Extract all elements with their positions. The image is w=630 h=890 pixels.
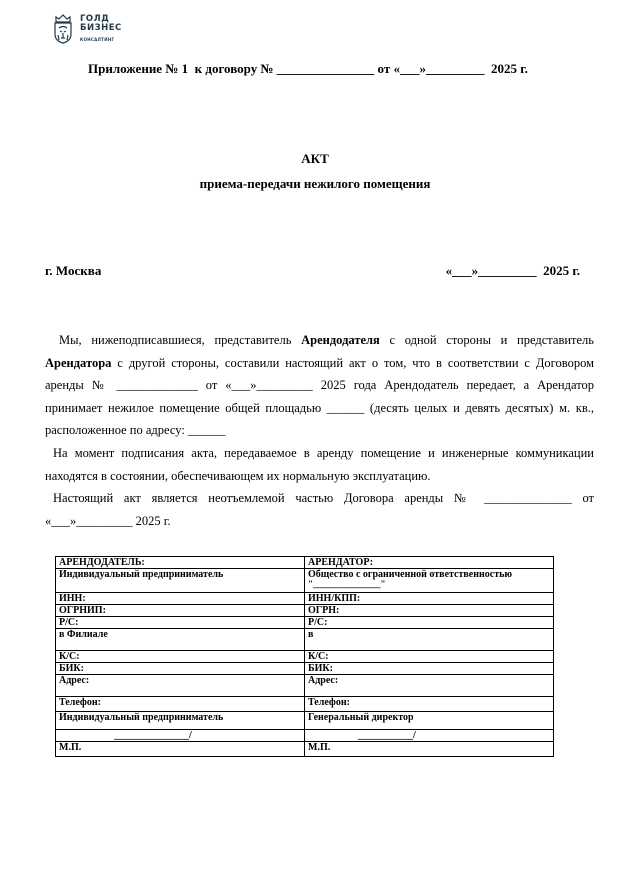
- appendix-heading: Приложение № 1 к договору № _______________ от «___»_________ 2025 г.: [88, 61, 528, 76]
- tenant-position: Генеральный директор: [305, 712, 554, 730]
- table-row: [56, 675, 554, 697]
- landlord-entity: Индивидуальный предприниматель: [56, 569, 305, 593]
- tenant-address: Адрес:: [305, 675, 554, 697]
- tenant-bik: БИК:: [305, 663, 554, 675]
- landlord-corr-account: К/С:: [56, 651, 305, 663]
- landlord-account: Р/С:: [56, 617, 305, 629]
- landlord-inn: ИНН:: [56, 593, 305, 605]
- landlord-address: Адрес:: [56, 675, 305, 697]
- logo-name-line2: БИЗНЕС: [80, 22, 122, 33]
- table-row: [56, 629, 554, 651]
- tenant-heading: АРЕНДАТОР:: [305, 557, 554, 569]
- tenant-signature-line: ___________/: [305, 730, 554, 742]
- requisites-table: [55, 556, 554, 757]
- table-row: [56, 593, 554, 605]
- tenant-corr-account: К/С:: [305, 651, 554, 663]
- logo-name-line1: ГОЛД: [80, 13, 110, 24]
- document-subtitle: приема-передачи нежилого помещения: [199, 176, 431, 191]
- paragraph-parties: [45, 329, 594, 442]
- p1-start: Мы, нижеподписавшиеся, представитель: [59, 333, 302, 347]
- table-row: [56, 605, 554, 617]
- table-row: [56, 742, 554, 757]
- p1-mid: с одной стороны и представитель: [379, 333, 594, 347]
- logo-subtitle: КОНСАЛТИНГ: [80, 36, 115, 42]
- table-row: [56, 569, 554, 593]
- table-row: [56, 712, 554, 730]
- document-date: «___»_________ 2025 г.: [445, 263, 580, 278]
- table-row: [56, 663, 554, 675]
- landlord-stamp: М.П.: [56, 742, 305, 757]
- tenant-stamp: М.П.: [305, 742, 554, 757]
- landlord-ogrn: ОГРНИП:: [56, 605, 305, 617]
- landlord-bik: БИК:: [56, 663, 305, 675]
- table-row: [56, 697, 554, 712]
- tenant-account: Р/С:: [305, 617, 554, 629]
- landlord-signature-line: _______________/: [56, 730, 305, 742]
- tenant-term: Арендатора: [45, 355, 112, 370]
- table-row: [56, 617, 554, 629]
- tenant-inn: ИНН/КПП:: [305, 593, 554, 605]
- landlord-branch: в Филиале: [56, 629, 305, 651]
- table-row: [56, 557, 554, 569]
- table-row: [56, 730, 554, 742]
- tenant-entity-cell: [305, 569, 554, 593]
- city: г. Москва: [45, 263, 102, 278]
- p1-end: с другой стороны, составили настоящий акт о том, что в соответствии с Договором аренды № _____________ от «___»_________ 2025 года Арендодатель передает, а Арендатор принимает нежилое помещение общей площадью ______ (десять целых и девять десятых) м. кв., расположенное по адресу: ______: [45, 355, 594, 438]
- landlord-heading: АРЕНДОДАТЕЛЬ:: [56, 557, 305, 569]
- tenant-phone: Телефон:: [305, 697, 554, 712]
- lion-crown-icon: [52, 14, 74, 44]
- landlord-phone: Телефон:: [56, 697, 305, 712]
- tenant-entity: Общество с ограниченной ответственностью: [308, 569, 513, 580]
- document-title: АКТ: [301, 151, 329, 166]
- table-row: [56, 651, 554, 663]
- tenant-entity-name: "_______________": [308, 579, 386, 589]
- landlord-position: Индивидуальный предприниматель: [56, 712, 305, 730]
- company-logo: [52, 14, 122, 44]
- tenant-ogrn: ОГРН:: [305, 605, 554, 617]
- paragraph-integral-part: Настоящий акт является неотъемлемой частью Договора аренды № ______________ от «___»_________ 2025 г.: [45, 491, 594, 528]
- landlord-term: Арендодателя: [301, 333, 380, 347]
- paragraph-condition: На момент подписания акта, передаваемое в аренду помещение и инженерные коммуникации находятся в состоянии, обеспечивающем их нормальную эксплуатацию.: [45, 446, 594, 483]
- tenant-branch: в: [305, 629, 554, 651]
